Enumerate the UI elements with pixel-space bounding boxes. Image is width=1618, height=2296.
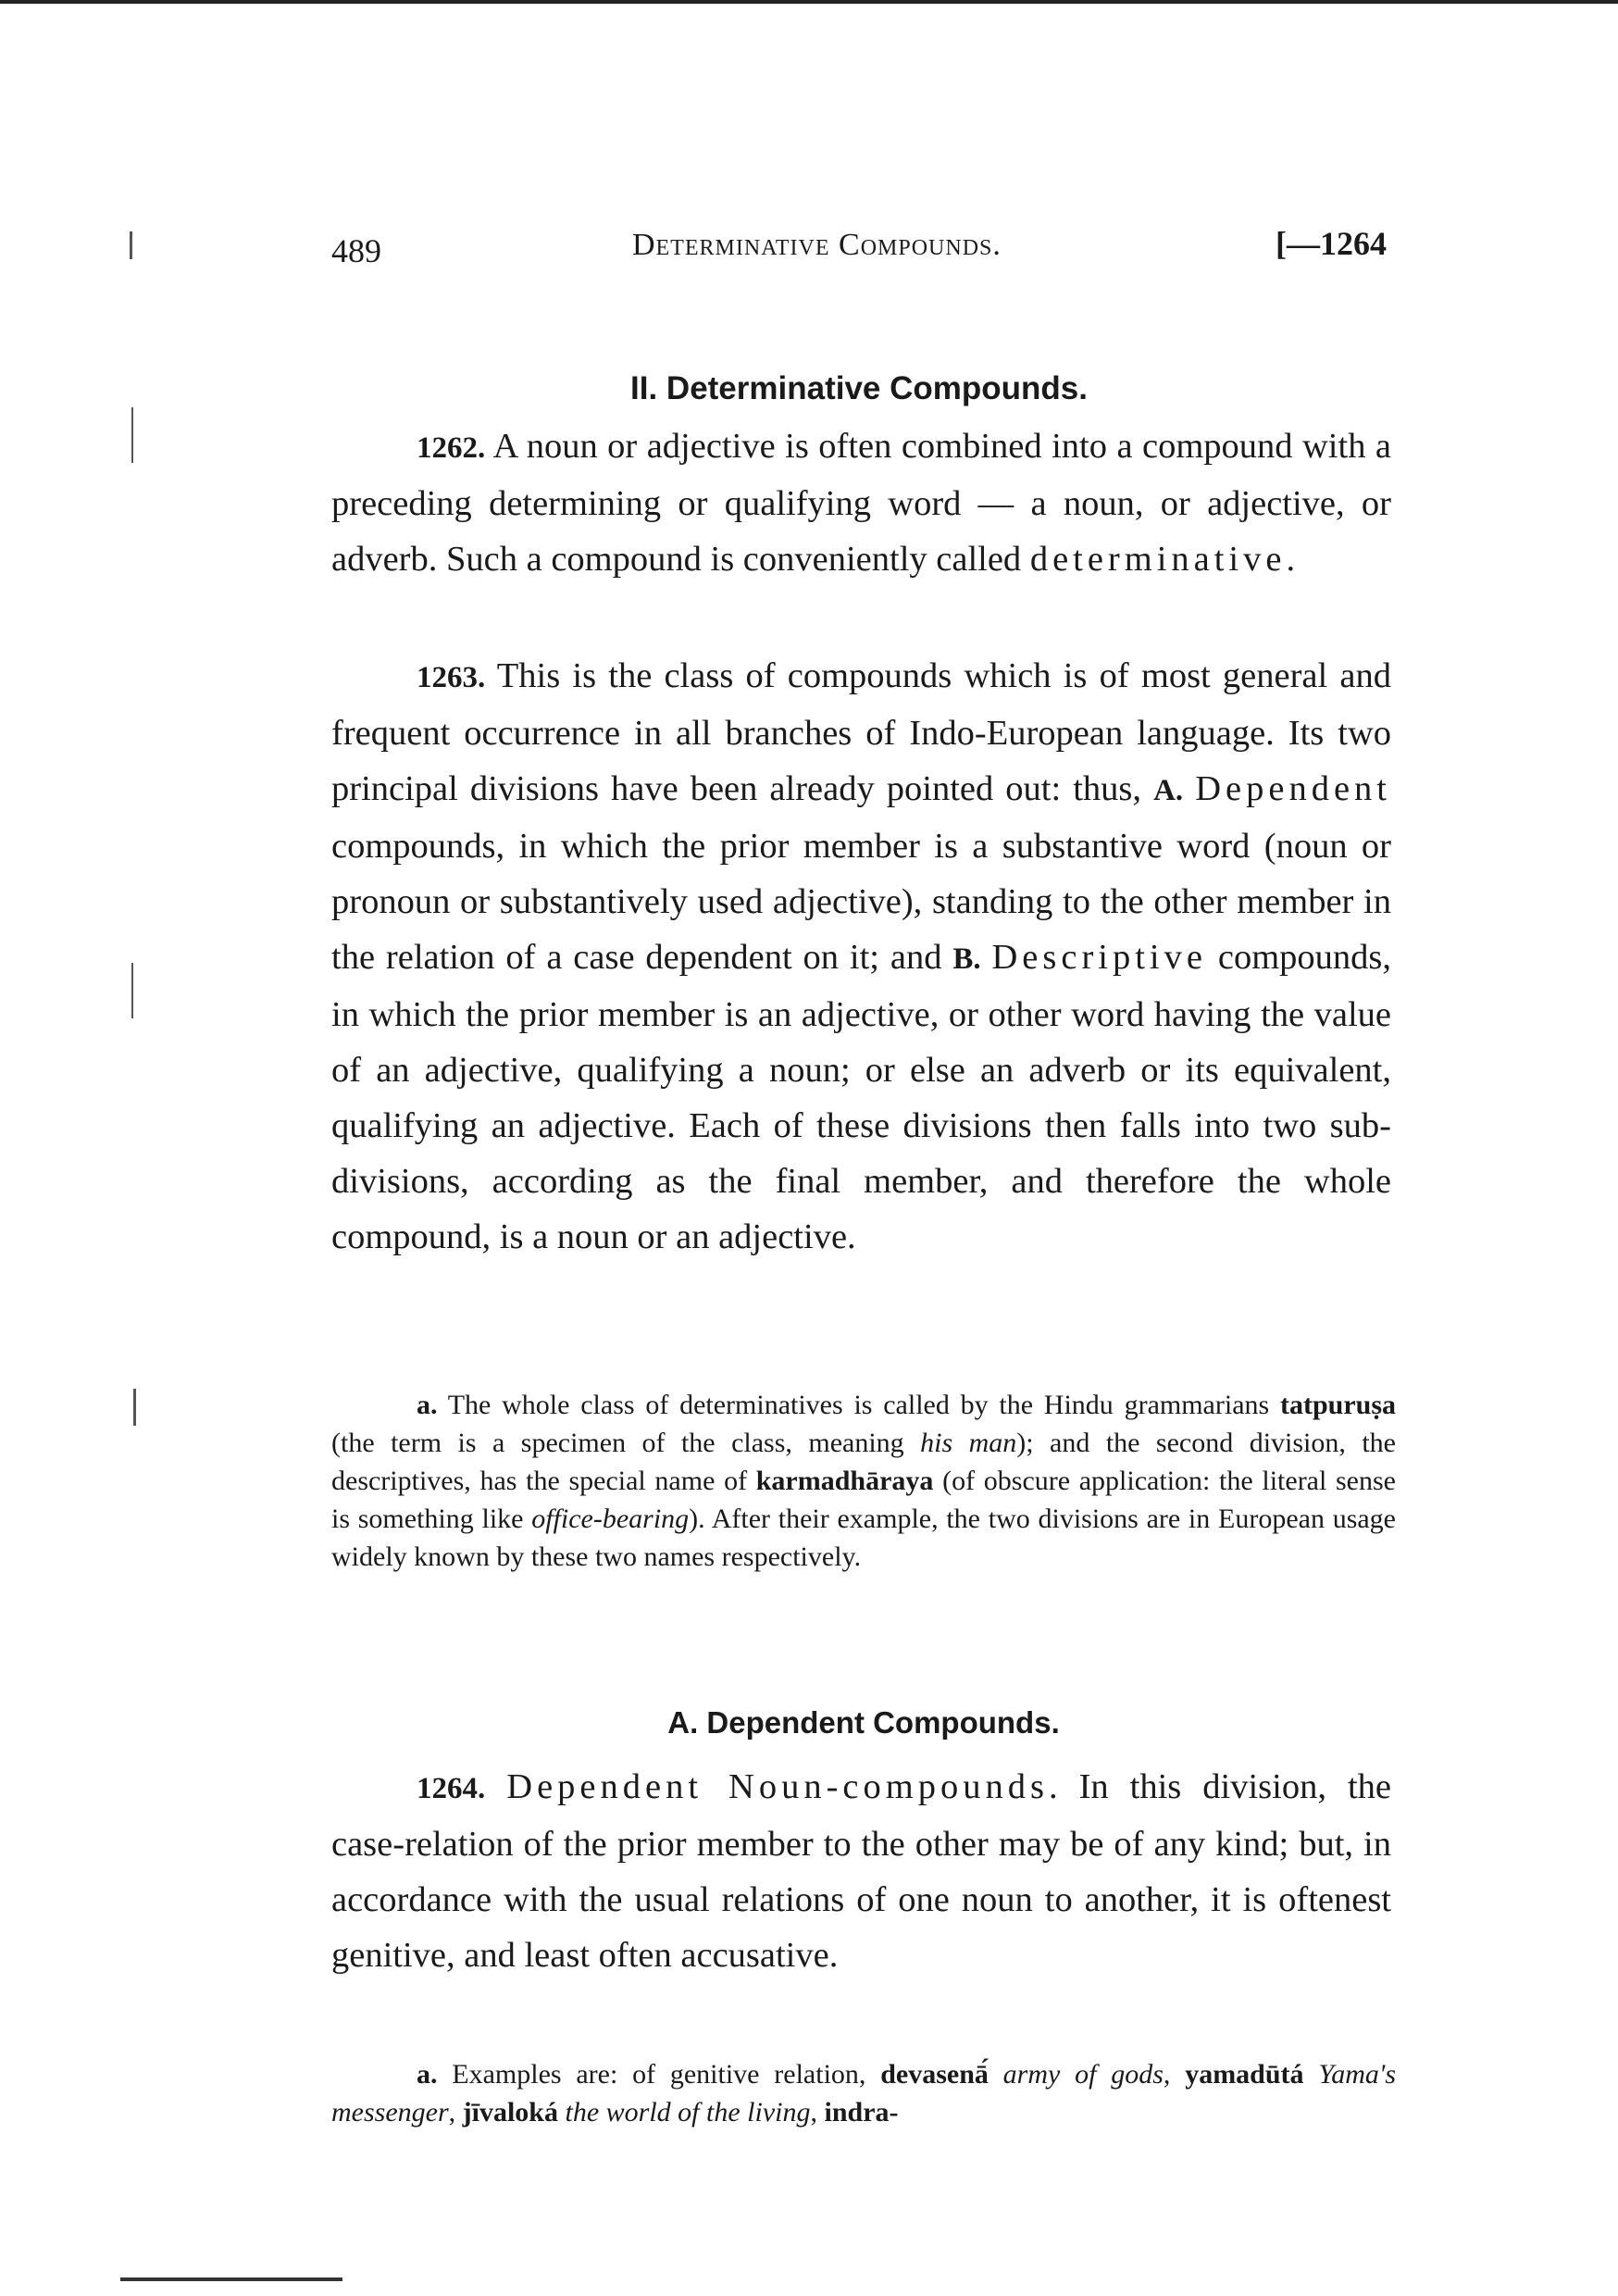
paragraph-number: 1262.: [417, 431, 486, 465]
note-text: Examples are: of genitive relation,: [437, 2059, 881, 2090]
page-top-border: [0, 0, 1618, 4]
scan-mark: [130, 231, 132, 259]
term-dependent-noun-compounds: Dependent Noun-compounds: [506, 1767, 1049, 1806]
example-word: jīvaloká: [462, 2097, 558, 2128]
subsection-heading: A. Dependent Compounds.: [667, 1705, 1060, 1740]
division-label-a: A.: [1153, 774, 1184, 807]
page-number: 489: [331, 232, 381, 269]
paragraph-text-end: .: [1286, 540, 1296, 579]
scan-edge-line: [120, 2277, 342, 2281]
note-text: ). After their example, the two divisions are in European usage widely known by these two names respectively.: [331, 1504, 1396, 1572]
scan-mark: [131, 963, 133, 1018]
paragraph-text: A noun or adjective is often combined into a compound with a preceding determining or qualifying word — a noun, or adjective, or adverb. Such a compound is conveniently called: [331, 427, 1391, 579]
paragraph-text: compounds, in which the prior member is a substantive word (noun or pronoun or substantively used adjective), standing to the other member in the relation of a case dependent on it; and: [331, 827, 1391, 977]
note-text: ); and the second division, the descriptives, has the special name of: [331, 1428, 1396, 1496]
example-word: indra-: [824, 2097, 899, 2128]
scan-mark: [133, 1389, 136, 1426]
example-word: yamadūtá: [1185, 2059, 1304, 2090]
gloss: the world of the living: [565, 2097, 811, 2128]
gloss: army of gods: [1002, 2059, 1164, 2090]
note-a-1263: [331, 1386, 1396, 1576]
scan-mark: [131, 407, 133, 463]
section-range: [—1264: [1276, 225, 1387, 262]
note-label: a.: [417, 1390, 438, 1420]
paragraph-1263: [331, 648, 1391, 1265]
paragraph-number: 1263.: [417, 661, 486, 694]
paragraph-number: 1264.: [417, 1772, 486, 1805]
running-title: Determinative Compounds.: [632, 228, 1002, 262]
term-determinative: determinative: [1029, 540, 1287, 579]
example-word: devasenā́: [880, 2059, 989, 2090]
note-label: a.: [417, 2059, 438, 2090]
paragraph-text: . In this division, the case-relation of the prior member to the other may be of any kind; but, in accordance with the usual relations of one noun to another, it is oftenest genitive, and least often accusative.: [331, 1767, 1392, 1975]
section-heading: II. Determinative Compounds.: [630, 370, 1088, 406]
paragraph-1264: [331, 1759, 1391, 1983]
gloss: office-bearing: [531, 1504, 690, 1534]
paragraph-text: This is the class of compounds which is of most general and frequent occurrence in all branches of Indo-European language. Its two principal divisions have been already pointed out: thus,: [331, 656, 1391, 808]
gloss: Yama's messenger: [331, 2059, 1397, 2128]
division-label-b: B.: [952, 942, 981, 976]
note-text: (the term is a specimen of the class, meaning: [331, 1428, 921, 1458]
paragraph-1262: [331, 418, 1391, 587]
gloss: his man: [920, 1428, 1017, 1458]
sanskrit-term: tatpuruṣa: [1279, 1390, 1396, 1420]
note-text: (of obscure application: the literal sense is something like: [331, 1466, 1396, 1534]
running-header: [331, 224, 1387, 280]
sanskrit-term: karmadhāraya: [755, 1466, 934, 1496]
term-dependent: Dependent: [1195, 769, 1391, 808]
paragraph-text: compounds, in which the prior member is an adjective, or other word having the value of an adjective, qualifying a noun; or else an adverb or its equivalent, qualifying an adjective. Each of these divisions then falls into two sub-divisions, according as the final member, and therefore the whole compound, is a noun or an adjective.: [331, 938, 1391, 1256]
note-a-1264: a. Examples are: of genitive relation, devasenā́ army of gods, yamadūtá Yama's messenger, jīvaloká the world of the living, indra-: [331, 2059, 1397, 2128]
term-descriptive: Descriptive: [991, 938, 1207, 977]
note-text: The whole class of determinatives is called by the Hindu grammarians: [437, 1390, 1280, 1420]
